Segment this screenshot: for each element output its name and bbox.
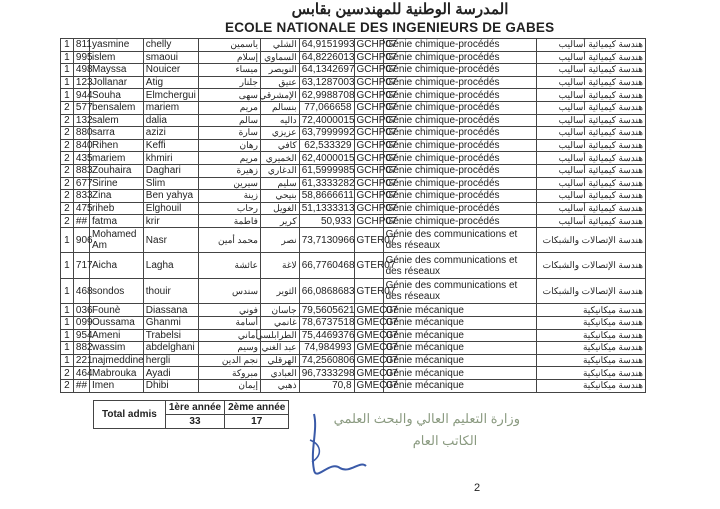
summary-table [93,400,289,429]
program-code-cell: GCHP07 [354,76,383,89]
table-row [61,76,646,89]
code-cell: 717 [73,253,89,279]
official-stamp [333,408,520,452]
last-name-ar-cell: العبادي [260,367,299,380]
program-code-cell: GCHP07 [354,152,383,165]
last-name-cell: krir [143,215,198,228]
last-name-cell: Nouicer [143,64,198,77]
score-cell: 72,4000015 [299,114,354,127]
score-cell: 77,066658 [299,101,354,114]
last-name-ar-cell: الطرابلسي [260,329,299,342]
code-cell: 132 [73,114,89,127]
specialty-cell: Génie chimique-procédés [383,89,537,102]
last-name-ar-cell: ذهبي [260,379,299,392]
program-code-cell: GCHP07 [354,139,383,152]
last-name-cell: Ben yahya [143,190,198,203]
last-name-cell: Ayadi [143,367,198,380]
program-code-cell: GCHP07 [354,39,383,52]
specialty-cell: Génie chimique-procédés [383,139,537,152]
score-cell: 62,4000015 [299,152,354,165]
first-name-ar-cell: ياسمين [198,39,260,52]
table-row [61,354,646,367]
year-cell: 2 [61,177,74,190]
specialty-cell: Génie des communications et des réseaux [383,278,537,304]
year-cell: 1 [61,253,74,279]
code-cell: ## [73,379,89,392]
score-cell: 66,7760468 [299,253,354,279]
last-name-ar-cell: النويصر [260,64,299,77]
last-name-cell: Atig [143,76,198,89]
first-name-cell: Rihen [90,139,144,152]
last-name-cell: Dhibi [143,379,198,392]
last-name-ar-cell: بنيحي [260,190,299,203]
last-name-cell: Nasr [143,227,198,253]
specialty-ar-cell: هندسة كيميائية أساليب [537,89,646,102]
specialty-ar-cell: هندسة كيميائية أساليب [537,39,646,52]
last-name-ar-cell: عتيق [260,76,299,89]
specialty-cell: Génie chimique-procédés [383,190,537,203]
table-row [61,278,646,304]
last-name-cell: Slim [143,177,198,190]
last-name-cell: dalia [143,114,198,127]
code-cell: 464 [73,367,89,380]
specialty-cell: Génie chimique-procédés [383,39,537,52]
specialty-cell: Génie chimique-procédés [383,127,537,140]
table-row [61,317,646,330]
score-cell: 58,8666611 [299,190,354,203]
first-name-ar-cell: جلنار [198,76,260,89]
specialty-ar-cell: هندسة الإتصالات والشبكات [537,253,646,279]
first-name-cell: Souha [90,89,144,102]
last-name-cell: Ghanmi [143,317,198,330]
second-year-count: 17 [225,415,289,429]
first-name-cell: Jollanar [90,76,144,89]
year-cell: 1 [61,76,74,89]
first-name-ar-cell: وسيم [198,342,260,355]
program-code-cell: GMEC07 [354,354,383,367]
specialty-cell: Génie chimique-procédés [383,202,537,215]
last-name-ar-cell: كرير [260,215,299,228]
first-name-cell: Oussama [90,317,144,330]
first-name-cell: Aicha [90,253,144,279]
year-cell: 1 [61,51,74,64]
code-cell: 954 [73,329,89,342]
year-cell: 2 [61,114,74,127]
program-code-cell: GCHP07 [354,202,383,215]
specialty-ar-cell: هندسة كيميائية أساليب [537,190,646,203]
first-name-cell: Zina [90,190,144,203]
specialty-cell: Génie chimique-procédés [383,215,537,228]
specialty-ar-cell: هندسة ميكانيكية [537,304,646,317]
year-cell: 2 [61,379,74,392]
first-name-cell: yasmine [90,39,144,52]
specialty-cell: Génie mécanique [383,379,537,392]
first-name-cell: Founè [90,304,144,317]
specialty-cell: Génie chimique-procédés [383,114,537,127]
first-name-cell: najmeddine [90,354,144,367]
first-name-cell: wassim [90,342,144,355]
code-cell: 883 [73,164,89,177]
table-row [61,329,646,342]
last-name-cell: Elghouil [143,202,198,215]
last-name-ar-cell: نصر [260,227,299,253]
program-code-cell: GCHP07 [354,89,383,102]
year-cell: 1 [61,354,74,367]
program-code-cell: GCHP07 [354,177,383,190]
first-name-cell: Zouhaira [90,164,144,177]
last-name-cell: Diassana [143,304,198,317]
first-name-ar-cell: أسامة [198,317,260,330]
specialty-cell: Génie mécanique [383,329,537,342]
year-cell: 1 [61,227,74,253]
score-cell: 64,9151993 [299,39,354,52]
score-cell: 66,0868683 [299,278,354,304]
table-row [61,51,646,64]
year-cell: 1 [61,278,74,304]
score-cell: 51,1333313 [299,202,354,215]
last-name-ar-cell: الخميري [260,152,299,165]
specialty-ar-cell: هندسة كيميائية أساليب [537,51,646,64]
last-name-ar-cell: الدغاري [260,164,299,177]
score-cell: 70,8 [299,379,354,392]
first-name-ar-cell: مريم [198,152,260,165]
table-row [61,139,646,152]
score-cell: 75,4469376 [299,329,354,342]
last-name-ar-cell: سليم [260,177,299,190]
first-name-cell: sarra [90,127,144,140]
first-name-ar-cell: رحاب [198,202,260,215]
last-name-cell: thouir [143,278,198,304]
specialty-ar-cell: هندسة كيميائية أساليب [537,114,646,127]
specialty-ar-cell: هندسة كيميائية أساليب [537,164,646,177]
code-cell: 435 [73,152,89,165]
score-cell: 64,8226013 [299,51,354,64]
last-name-ar-cell: الإمشرقي [260,89,299,102]
program-code-cell: GMEC07 [354,367,383,380]
specialty-cell: Génie chimique-procédés [383,164,537,177]
specialty-cell: Génie des communications et des réseaux [383,227,537,253]
table-row [61,64,646,77]
specialty-ar-cell: هندسة ميكانيكية [537,379,646,392]
year-cell: 1 [61,89,74,102]
code-cell: 677 [73,177,89,190]
code-cell: 221 [73,354,89,367]
program-code-cell: GCHP07 [354,114,383,127]
specialty-cell: Génie chimique-procédés [383,76,537,89]
last-name-ar-cell: غانمي [260,317,299,330]
specialty-ar-cell: هندسة كيميائية أساليب [537,215,646,228]
first-name-cell: Imen [90,379,144,392]
year-cell: 1 [61,342,74,355]
table-row [61,101,646,114]
specialty-ar-cell: هندسة ميكانيكية [537,367,646,380]
last-name-ar-cell: الثوير [260,278,299,304]
specialty-ar-cell: هندسة ميكانيكية [537,342,646,355]
program-code-cell: GCHP07 [354,215,383,228]
specialty-ar-cell: هندسة كيميائية أساليب [537,202,646,215]
year-cell: 1 [61,39,74,52]
first-name-ar-cell: رهان [198,139,260,152]
table-row [61,227,646,253]
specialty-ar-cell: هندسة كيميائية أساليب [537,139,646,152]
program-code-cell: GMEC07 [354,379,383,392]
last-name-cell: azizi [143,127,198,140]
first-name-cell: bensalem [90,101,144,114]
score-cell: 64,1342697 [299,64,354,77]
last-name-ar-cell: الشلي [260,39,299,52]
first-name-cell: Ameni [90,329,144,342]
code-cell: 882 [73,342,89,355]
first-year-header: 1ère année [165,401,224,415]
table-row [61,215,646,228]
table-row [61,367,646,380]
last-name-cell: Keffi [143,139,198,152]
program-code-cell: GCHP07 [354,127,383,140]
last-name-ar-cell: الهرقلي [260,354,299,367]
first-name-cell: Sirine [90,177,144,190]
specialty-cell: Génie chimique-procédés [383,51,537,64]
specialty-ar-cell: هندسة كيميائية أساليب [537,101,646,114]
specialty-cell: Génie mécanique [383,342,537,355]
first-name-ar-cell: فوني [198,304,260,317]
first-name-ar-cell: سندس [198,278,260,304]
first-name-ar-cell: أماني [198,329,260,342]
last-name-ar-cell: كافي [260,139,299,152]
second-year-header: 2ème année [225,401,289,415]
code-cell: 498 [73,64,89,77]
first-name-cell: sondos [90,278,144,304]
specialty-ar-cell: هندسة ميكانيكية [537,329,646,342]
year-cell: 2 [61,152,74,165]
score-cell: 96,7333298 [299,367,354,380]
specialty-ar-cell: هندسة ميكانيكية [537,354,646,367]
first-name-cell: islem [90,51,144,64]
table-row [61,202,646,215]
year-cell: 2 [61,139,74,152]
first-name-ar-cell: سالم [198,114,260,127]
program-code-cell: GMEC07 [354,329,383,342]
program-code-cell: GCHP07 [354,101,383,114]
school-title-french: ECOLE NATIONALE DES INGENIEURS DE GABES [225,20,555,35]
table-row [61,152,646,165]
score-cell: 74,984993 [299,342,354,355]
program-code-cell: GCHP07 [354,190,383,203]
score-cell: 50,933 [299,215,354,228]
first-name-ar-cell: عائشة [198,253,260,279]
first-name-ar-cell: سارة [198,127,260,140]
last-name-cell: smaoui [143,51,198,64]
specialty-cell: Génie chimique-procédés [383,177,537,190]
first-name-ar-cell: ميساء [198,64,260,77]
first-name-ar-cell: سيرين [198,177,260,190]
code-cell: 123 [73,76,89,89]
specialty-cell: Génie mécanique [383,317,537,330]
first-name-ar-cell: زهيرة [198,164,260,177]
code-cell: 995 [73,51,89,64]
specialty-cell: Génie mécanique [383,304,537,317]
specialty-cell: Génie des communications et des réseaux [383,253,537,279]
last-name-ar-cell: لاغة [260,253,299,279]
stamp-line-1: وزارة التعليم العالي والبحث العلمي [333,411,520,426]
specialty-ar-cell: هندسة كيميائية أساليب [537,177,646,190]
first-name-ar-cell: محمد أمين [198,227,260,253]
year-cell: 2 [61,202,74,215]
last-name-ar-cell: جاسان [260,304,299,317]
specialty-ar-cell: هندسة الإتصالات والشبكات [537,227,646,253]
table-row [61,177,646,190]
first-name-ar-cell: مريم [198,101,260,114]
last-name-cell: hergli [143,354,198,367]
last-name-ar-cell: عبد الغني [260,342,299,355]
program-code-cell: GCHP07 [354,64,383,77]
first-name-ar-cell: زينة [198,190,260,203]
specialty-ar-cell: هندسة الإتصالات والشبكات [537,278,646,304]
stamp-line-2: الكاتب العام [412,433,478,448]
last-name-cell: khmiri [143,152,198,165]
first-name-ar-cell: إيمان [198,379,260,392]
last-name-cell: Trabelsi [143,329,198,342]
year-cell: 2 [61,367,74,380]
school-title-arabic: المدرسة الوطنية للمهندسين بقابس [291,1,509,18]
specialty-cell: Génie chimique-procédés [383,64,537,77]
first-name-cell: riheb [90,202,144,215]
last-name-cell: chelly [143,39,198,52]
table-row [61,114,646,127]
score-cell: 63,1287003 [299,76,354,89]
first-name-cell: fatma [90,215,144,228]
first-name-ar-cell: فاطمة [198,215,260,228]
table-row [61,39,646,52]
first-name-cell: mariem [90,152,144,165]
first-name-cell: Mabrouka [90,367,144,380]
specialty-ar-cell: هندسة كيميائية أساليب [537,127,646,140]
code-cell: 811 [73,39,89,52]
code-cell: 099 [73,317,89,330]
program-code-cell: GTER07 [354,227,383,253]
score-cell: 62,9988708 [299,89,354,102]
score-cell: 63,7999992 [299,127,354,140]
first-name-ar-cell: نجم الدين [198,354,260,367]
year-cell: 2 [61,127,74,140]
code-cell: 944 [73,89,89,102]
specialty-ar-cell: هندسة كيميائية أساليب [537,76,646,89]
last-name-cell: Lagha [143,253,198,279]
code-cell: 833 [73,190,89,203]
program-code-cell: GTER07 [354,278,383,304]
first-year-count: 33 [165,415,224,429]
code-cell: 475 [73,202,89,215]
specialty-cell: Génie mécanique [383,354,537,367]
year-cell: 1 [61,304,74,317]
first-name-cell: salem [90,114,144,127]
program-code-cell: GTER07 [354,253,383,279]
year-cell: 1 [61,317,74,330]
specialty-cell: Génie mécanique [383,367,537,380]
score-cell: 61,5999985 [299,164,354,177]
program-code-cell: GCHP07 [354,164,383,177]
admitted-students-table [60,38,646,393]
last-name-cell: abdelghani [143,342,198,355]
last-name-ar-cell: داليه [260,114,299,127]
score-cell: 62,533329 [299,139,354,152]
year-cell: 2 [61,215,74,228]
year-cell: 2 [61,101,74,114]
program-code-cell: GMEC07 [354,342,383,355]
page-number: 2 [474,482,481,494]
table-row [61,253,646,279]
table-row [61,304,646,317]
total-admis-label: Total admis [94,401,166,429]
specialty-cell: Génie chimique-procédés [383,101,537,114]
last-name-ar-cell: عزيزي [260,127,299,140]
last-name-cell: mariem [143,101,198,114]
score-cell: 74,2560806 [299,354,354,367]
first-name-ar-cell: مبروكة [198,367,260,380]
first-name-cell: Mayssa [90,64,144,77]
last-name-cell: Daghari [143,164,198,177]
specialty-cell: Génie chimique-procédés [383,152,537,165]
code-cell: 880 [73,127,89,140]
first-name-ar-cell: سهى [198,89,260,102]
program-code-cell: GMEC07 [354,317,383,330]
score-cell: 61,3333282 [299,177,354,190]
code-cell: 840 [73,139,89,152]
code-cell: 468 [73,278,89,304]
program-code-cell: GCHP07 [354,51,383,64]
score-cell: 79,5605621 [299,304,354,317]
specialty-ar-cell: هندسة كيميائية أساليب [537,64,646,77]
year-cell: 1 [61,329,74,342]
code-cell: 036 [73,304,89,317]
table-row [61,127,646,140]
code-cell: 577 [73,101,89,114]
score-cell: 73,7130966 [299,227,354,253]
last-name-ar-cell: بنسالم [260,101,299,114]
year-cell: 2 [61,190,74,203]
first-name-ar-cell: إسلام [198,51,260,64]
table-row [61,342,646,355]
last-name-ar-cell: الغويل [260,202,299,215]
code-cell: ## [73,215,89,228]
specialty-ar-cell: هندسة ميكانيكية [537,317,646,330]
table-row [61,89,646,102]
specialty-ar-cell: هندسة كيميائية أساليب [537,152,646,165]
last-name-ar-cell: السماوي [260,51,299,64]
table-row [61,190,646,203]
score-cell: 78,6737518 [299,317,354,330]
program-code-cell: GMEC07 [354,304,383,317]
last-name-cell: Elmchergui [143,89,198,102]
year-cell: 2 [61,164,74,177]
table-row [61,164,646,177]
first-name-cell: Mohamed Am [90,227,144,253]
year-cell: 1 [61,64,74,77]
table-row [61,379,646,392]
code-cell: 906 [73,227,89,253]
